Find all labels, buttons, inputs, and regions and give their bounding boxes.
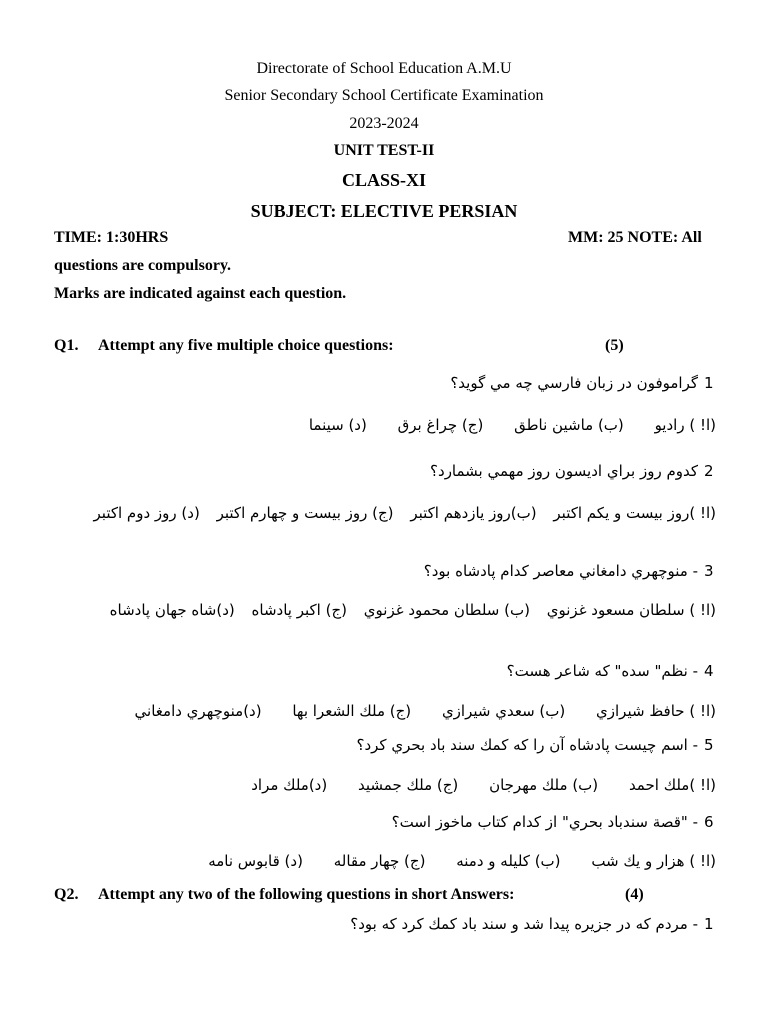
note-marks: Marks are indicated against each question. [54,285,347,302]
question-number: 6 [704,813,714,831]
q1-item-2 [46,462,726,480]
option-b: (ب) ماشين ناطق [514,416,624,434]
question-text: - مردم كه در جزيره پيدا شد و سند باد كمك كرد كه بود؟ [350,915,698,933]
option-b: (ب) سلطان محمود غزنوي [363,601,530,619]
option-d: (د) قابوس نامه [208,852,303,870]
class-title: CLASS-XI [341,170,427,190]
question-number: 1 [704,915,714,933]
option-a: (ا! )ملك احمد [628,776,716,794]
q2-item-1 [46,915,726,933]
note-compulsory: questions are compulsory. [54,257,232,274]
option-c: (ج) چراغ برق [397,416,484,434]
q1-item-4 [46,662,726,680]
option-a: (ا! ) سلطان مسعود غزنوي [546,601,716,619]
q1-item-5 [46,736,726,754]
question-text: - نظم" سده" كه شاعر هست؟ [506,662,698,680]
question-text: - "قصة سندباد بحري" از كدام كتاب ماخوز است؟ [391,813,698,831]
question-text: - اسم چيست پادشاه آن را كه كمك سند باد بحري كرد؟ [356,736,698,754]
option-d: (د)منوچهري دامغاني [134,702,262,720]
subject-title: SUBJECT: ELECTIVE PERSIAN [250,201,518,221]
option-b: (ب)روز يازدهم اكتبر [410,504,537,522]
option-c: (ج) اكبر پادشاه [251,601,348,619]
option-b: (ب) سعدي شيرازي [441,702,566,720]
option-d: (د) سينما [308,416,367,434]
q1-item-6-options [182,852,716,870]
q1-item-6 [46,813,726,831]
question-text: - منوچهري دامغاني معاصر كدام پادشاه بود؟ [423,562,698,580]
q1-item-5-options [225,776,716,794]
q1-title: Attempt any five multiple choice questions: [98,337,394,354]
exam-name-line: Senior Secondary School Certificate Examination [224,87,544,104]
question-number: 5 [704,736,714,754]
q1-item-4-options [109,702,716,720]
question-text: كدوم روز براي اديسون روز مهمي بشمارد؟ [430,462,698,480]
option-a: (ا! )روز بيست و يكم اكتبر [553,504,716,522]
option-c: (ج) چهار مقاله [333,852,426,870]
option-c: (ج) ملك جمشيد [357,776,459,794]
q2-marks: (4) [625,886,644,903]
option-a: (ا! ) حافظ شيرازي [596,702,716,720]
question-number: 3 [704,562,714,580]
option-a: (ا! ) هزار و يك شب [591,852,716,870]
q2-title: Attempt any two of the following questions in short Answers: [98,886,515,903]
q1-marks: (5) [605,337,624,354]
q1-item-1-options [283,416,716,434]
max-marks-label: MM: 25 NOTE: All [568,229,702,246]
question-number: 1 [704,374,714,392]
option-d: (د) روز دوم اكتبر [93,504,200,522]
option-a: (ا! ) راديو [654,416,716,434]
q1-item-1 [46,374,726,392]
unit-test-title: UNIT TEST-II [333,142,435,159]
question-number: 4 [704,662,714,680]
option-c: (ج) روز بيست و چهارم اكتبر [216,504,394,522]
q2-number: Q2. [54,886,79,903]
option-d: (د)شاه جهان پادشاه [109,601,235,619]
q1-item-2-options [56,500,716,526]
question-number: 2 [704,462,714,480]
directorate-line: Directorate of School Education A.M.U [256,60,512,77]
q1-item-3 [46,562,726,580]
option-c: (ج) ملك الشعرا بها [292,702,412,720]
option-b: (ب) كليله و دمنه [456,852,561,870]
q1-number: Q1. [54,337,79,354]
question-text: گراموفون در زبان فارسي چه مي گويد؟ [450,374,698,392]
option-b: (ب) ملك مهرجان [489,776,599,794]
option-d: (د)ملك مراد [251,776,328,794]
q1-item-3-options [56,597,716,623]
time-label: TIME: 1:30HRS [54,229,169,246]
session-year: 2023-2024 [349,115,419,132]
